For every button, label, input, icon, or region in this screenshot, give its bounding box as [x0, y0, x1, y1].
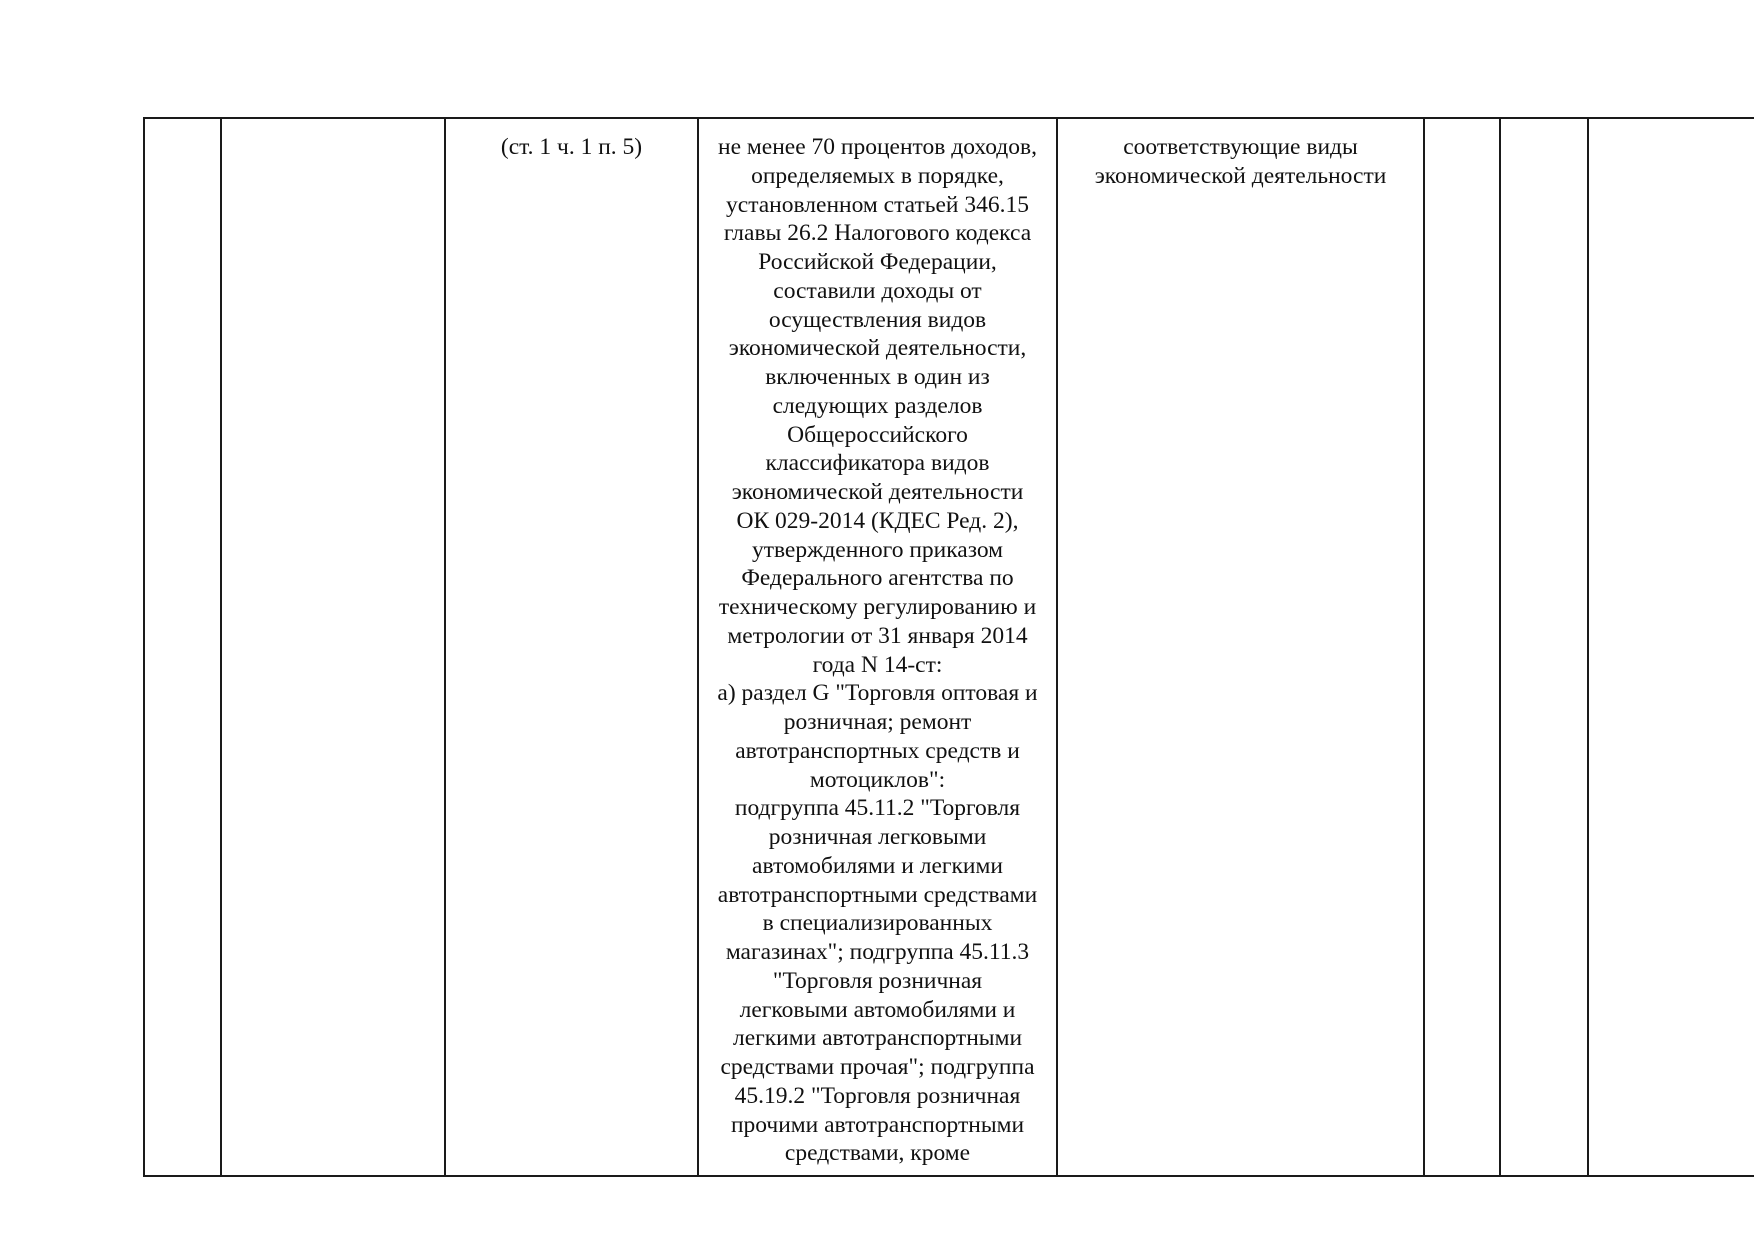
text-line: в специализированных — [762, 910, 993, 937]
text-line: средствами прочая"; подгруппа — [720, 1054, 1035, 1080]
text-line: года N 14-ст: — [812, 651, 943, 678]
text-line: экономической деятельности — [731, 479, 1024, 505]
text-line: прочими автотранспортными — [730, 1111, 1025, 1138]
text-line: следующих разделов — [772, 392, 983, 419]
text-line: автомобилями и легкими — [752, 852, 1003, 879]
cell-col8-content — [1589, 119, 1754, 133]
text-line: розничная; ремонт — [783, 709, 972, 735]
text-line: включенных в один из — [765, 364, 990, 390]
text-line: средствами, кроме — [784, 1140, 971, 1167]
text-line: Федерального агентства по — [741, 565, 1014, 592]
regulation-table — [143, 117, 1754, 1177]
text-line: определяемых в порядке, — [751, 162, 1004, 189]
text-line: автотранспортных средств и — [735, 737, 1020, 764]
text-line: не менее 70 процентов доходов, — [718, 134, 1037, 160]
text-line: Российской Федерации, — [758, 249, 997, 275]
text-line: составили доходы от — [773, 277, 982, 304]
cell-col6 — [1424, 118, 1500, 1176]
text-line: "Торговля розничная — [772, 967, 983, 994]
text-line: подгруппа 45.11.2 "Торговля — [734, 795, 1021, 822]
text-line: Общероссийского — [787, 421, 968, 448]
text-line: техническому регулированию и — [718, 594, 1037, 620]
cell-name — [221, 118, 445, 1176]
text-line: экономической деятельности — [1094, 162, 1387, 189]
cell-col7-content — [1501, 119, 1587, 133]
text-line: мотоциклов": — [809, 766, 946, 793]
text-line: метрологии от 31 января 2014 — [727, 622, 1028, 649]
cell-col6-content — [1425, 119, 1499, 133]
cell-number — [144, 118, 221, 1176]
cell-name-content — [222, 119, 444, 133]
cell-condition-content — [699, 119, 1056, 1168]
cell-col7 — [1500, 118, 1588, 1176]
table-row — [144, 118, 1754, 1176]
cell-number-content — [145, 119, 220, 133]
cell-col8 — [1588, 118, 1754, 1176]
text-line: экономической деятельности, — [728, 335, 1027, 362]
text-line: легковыми автомобилями и — [739, 996, 1016, 1023]
text-line: 45.19.2 "Торговля розничная — [734, 1082, 1021, 1109]
text-line: магазинах"; подгруппа 45.11.3 — [725, 939, 1030, 965]
cell-reference — [445, 118, 698, 1176]
text-line: главы 26.2 Налогового кодекса — [723, 220, 1032, 247]
text-line: соответствующие виды — [1123, 134, 1358, 160]
text-line: (ст. 1 ч. 1 п. 5) — [500, 134, 643, 160]
cell-activity-content — [1058, 119, 1423, 191]
text-line: а) раздел G "Торговля оптовая и — [717, 680, 1038, 707]
text-line: ОК 029-2014 (КДЕС Ред. 2), — [736, 507, 1019, 534]
text-line: автотранспортными средствами — [717, 881, 1038, 908]
text-line: легкими автотранспортными — [732, 1025, 1023, 1052]
text-line: розничная легковыми — [768, 824, 987, 850]
text-line: осуществления видов — [768, 306, 987, 333]
cell-condition — [698, 118, 1057, 1176]
cell-activity — [1057, 118, 1424, 1176]
text-line: установленном статьей 346.15 — [726, 191, 1029, 218]
text-line: утвержденного приказом — [751, 536, 1004, 563]
text-line: классификатора видов — [765, 450, 990, 477]
cell-reference-content — [446, 119, 697, 162]
